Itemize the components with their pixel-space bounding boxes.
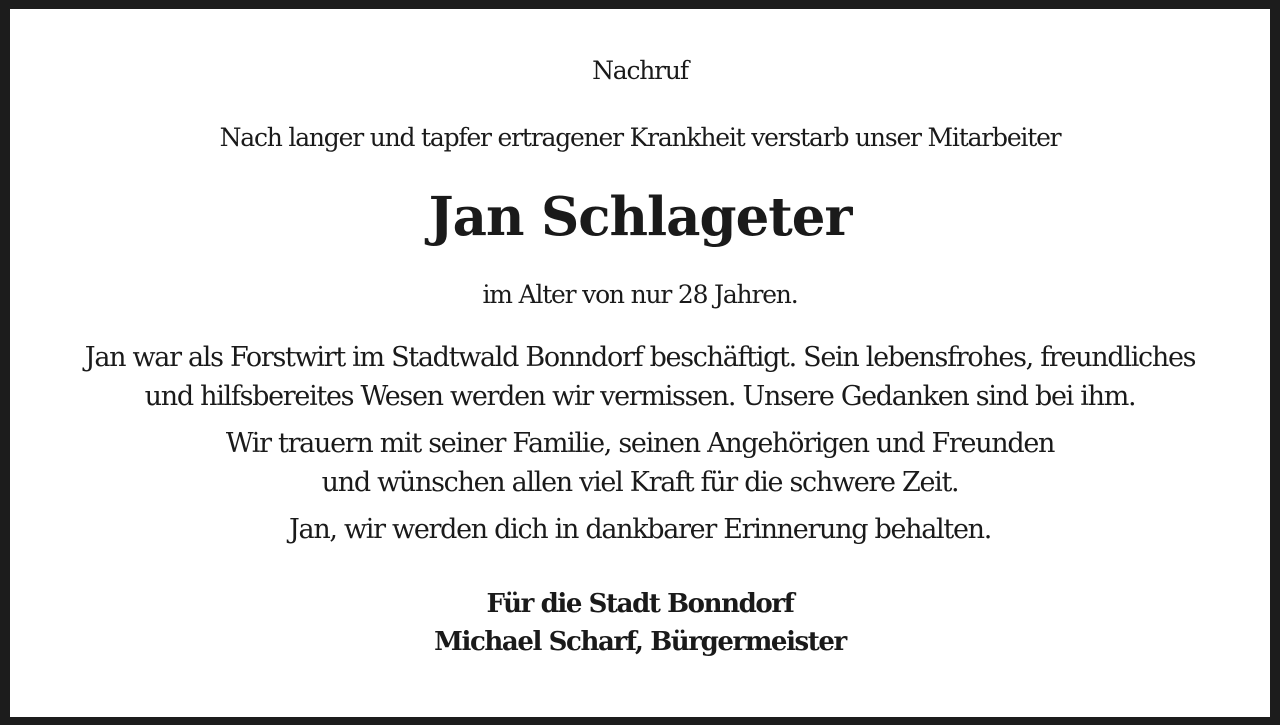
paragraph1-line2: und hilfsbereites Wesen werden wir vermissen. Unsere Gedanken sind bei ihm. <box>144 381 1136 412</box>
intro-text: Nach langer und tapfer ertragener Krankheit verstarb unser Mitarbeiter <box>219 123 1061 152</box>
closing-text: Jan, wir werden dich in dankbarer Erinnerung behalten. <box>289 514 991 545</box>
obituary-heading: Nachruf <box>592 56 688 85</box>
paragraph2-line1: Wir trauern mit seiner Familie, seinen Angehörigen und Freunden <box>225 428 1055 459</box>
paragraph2-line2: und wünschen allen viel Kraft für die schwere Zeit. <box>321 467 959 498</box>
signature-org: Für die Stadt Bonndorf <box>486 589 794 619</box>
paragraph1-line1: Jan war als Forstwirt im Stadtwald Bonndorf beschäftigt. Sein lebensfrohes, freundliches <box>84 342 1196 373</box>
deceased-name: Jan Schlageter <box>428 186 852 248</box>
signature-person: Michael Scharf, Bürgermeister <box>434 627 846 657</box>
age-text: im Alter von nur 28 Jahren. <box>482 280 798 309</box>
